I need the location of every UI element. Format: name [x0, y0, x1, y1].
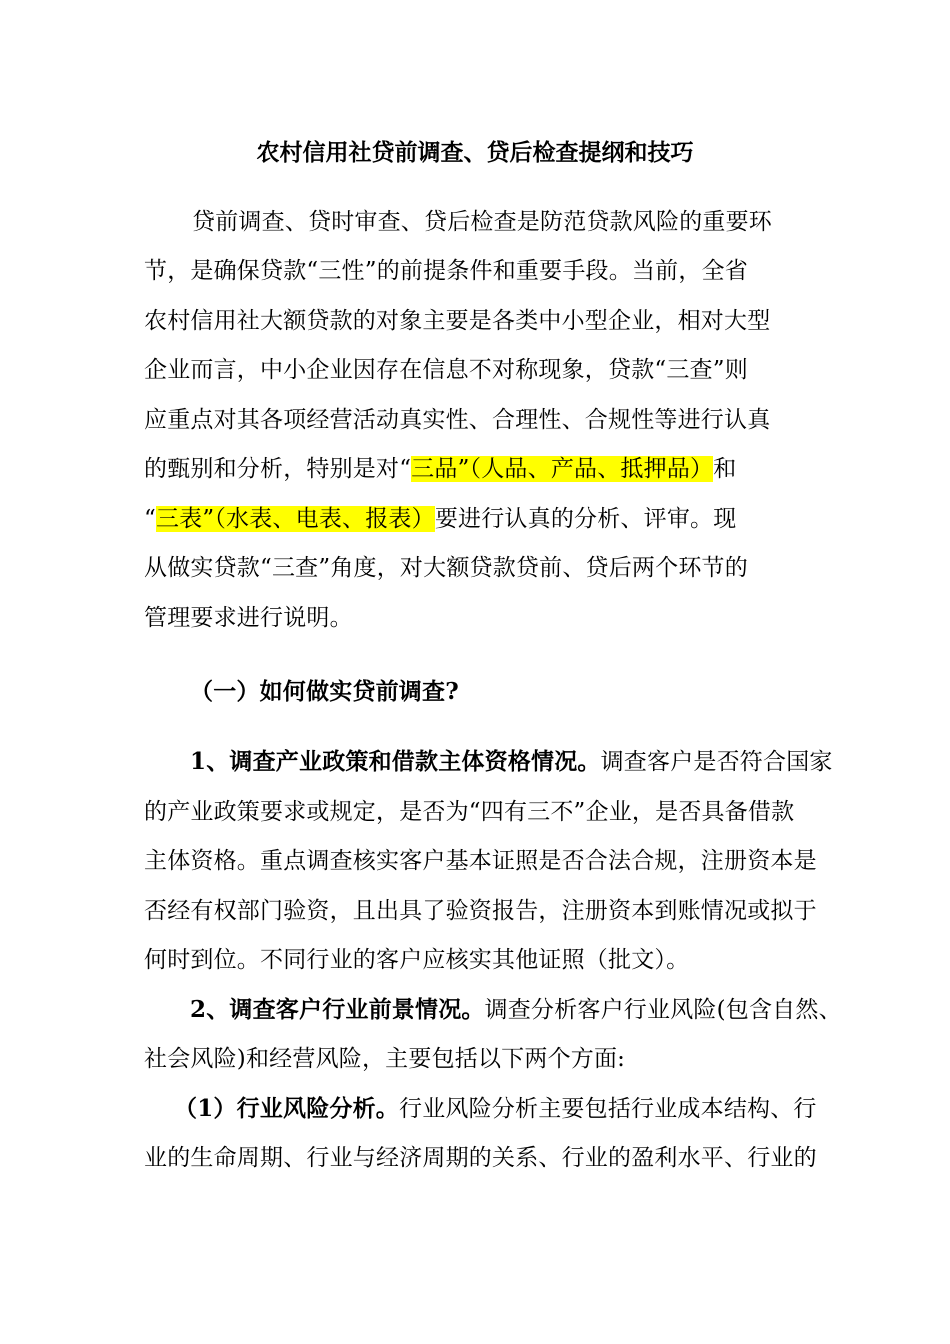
item1-line-5: 何时到位。不同行业的客户应核实其他证照（批文）。 — [144, 947, 690, 973]
item1-line-1 — [144, 742, 833, 782]
item2-line-1 — [144, 990, 842, 1030]
item2-1-line-1 — [144, 1089, 824, 1129]
intro-line-6 — [144, 449, 824, 489]
item2-line-2: 社会风险)和经营风险，主要包括以下两个方面: — [144, 1046, 626, 1072]
intro-line-6-text-b: 和 — [713, 456, 737, 482]
intro-line-7-text-b: 要进行认真的分析、评审。现 — [434, 506, 737, 532]
item2-line-1-rest: 调查分析客户行业风险(包含自然、 — [484, 997, 842, 1023]
item1-line-2: 的产业政策要求或规定，是否为“四有三不”企业，是否具备借款 — [144, 799, 795, 825]
item1-line-4: 否经有权部门验资，且出具了验资报告，注册资本到账情况或拟于 — [144, 898, 817, 924]
intro-line-2: 节，是确保贷款“三性”的前提条件和重要手段。当前，全省 — [144, 258, 748, 284]
item2-1-lead: （1）行业风险分析。 — [174, 1095, 400, 1122]
item2-1-line-2: 业的生命周期、行业与经济周期的关系、行业的盈利水平、行业的 — [144, 1145, 817, 1171]
intro-line-9: 管理要求进行说明。 — [144, 605, 353, 631]
item1-line-1-rest: 调查客户是否符合国家 — [600, 749, 833, 775]
highlight-three-pin: 三品”（人品、产品、抵押品） — [411, 456, 714, 482]
item1-line-3: 主体资格。重点调查核实客户基本证照是否合法合规，注册资本是 — [144, 848, 817, 874]
item1-lead: 1、调查产业政策和借款主体资格情况。 — [190, 748, 601, 775]
highlight-three-biao: 三表”（水表、电表、报表） — [155, 506, 435, 532]
item2-1-line-1-rest: 行业风险分析主要包括行业成本结构、行 — [399, 1096, 817, 1122]
intro-line-7 — [144, 499, 824, 539]
intro-line-4: 企业而言，中小企业因存在信息不对称现象，贷款“三查”则 — [144, 357, 748, 383]
intro-line-3: 农村信用社大额贷款的对象主要是各类中小型企业，相对大型 — [144, 308, 771, 334]
intro-line-5: 应重点对其各项经营活动真实性、合理性、合规性等进行认真 — [144, 407, 771, 433]
item2-lead: 2、调查客户行业前景情况。 — [190, 996, 485, 1023]
intro-line-7-text-a: “ — [144, 506, 156, 532]
intro-line-6-text-a: 的甄别和分析，特别是对“ — [144, 456, 412, 482]
intro-line-8: 从做实贷款“三查”角度，对大额贷款贷前、贷后两个环节的 — [144, 555, 748, 581]
intro-line-1: 贷前调查、贷时审查、贷后检查是防范贷款风险的重要环 — [192, 209, 772, 235]
section-heading-1: （一）如何做实贷前调查? — [190, 678, 459, 705]
document-title: 农村信用社贷前调查、贷后检查提纲和技巧 — [256, 139, 694, 166]
